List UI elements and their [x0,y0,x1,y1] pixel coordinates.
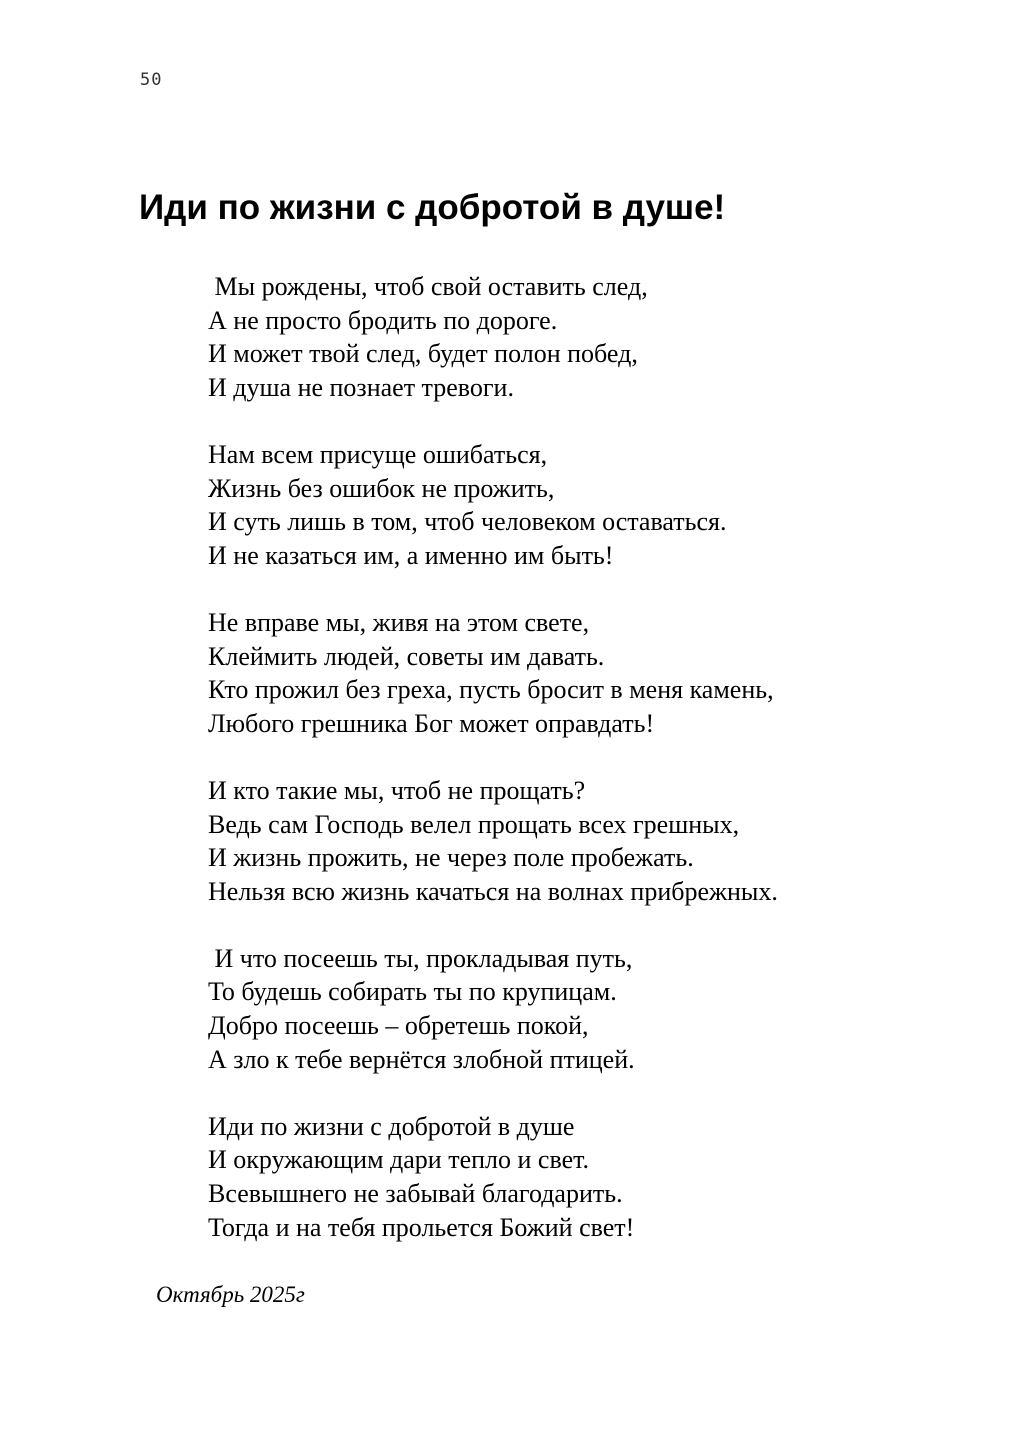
poem-line: Ведь сам Господь велел прощать всех грешных, [208,809,740,839]
stanza-3 [208,606,778,740]
stanza-1 [208,270,778,404]
poem-line: Тогда и на тебя прольется Божий свет! [208,1212,635,1242]
poem-line: Иди по жизни с добротой в душе [208,1111,575,1141]
stanza-4 [208,774,778,908]
poem-line: И не казаться им, а именно им быть! [208,540,614,570]
poem-line: Не вправе мы, живя на этом свете, [208,607,590,637]
poem-line: И окружающим дари тепло и свет. [208,1145,590,1175]
poem-line: То будешь собирать ты по крупицам. [208,977,617,1007]
poem-line: Всевышнего не забывай благодарить. [208,1179,623,1209]
poem-line: И что посеешь ты, прокладывая путь, [208,943,633,973]
poem-body [208,270,778,1278]
stanza-6 [208,1110,778,1244]
poem-line: А зло к тебе вернётся злобной птицей. [208,1044,635,1074]
poem-line: Клеймить людей, советы им давать. [208,641,605,671]
poem-line: Нельзя всю жизнь качаться на волнах прибрежных. [208,876,778,906]
signature-date: Октябрь 2025г [156,1282,305,1307]
stanza-2 [208,438,778,572]
poem-line: Любого грешника Бог может оправдать! [208,708,655,738]
poem-line: Нам всем присуще ошибаться, [208,439,548,469]
poem-line: Жизнь без ошибок не прожить, [208,473,555,503]
poem-line: И может твой след, будет полон побед, [208,339,638,369]
poem-line: И жизнь прожить, не через поле пробежать. [208,843,694,873]
stanza-5 [208,942,778,1076]
poem-line: И кто такие мы, чтоб не прощать? [208,775,586,805]
poem-line: И суть лишь в том, чтоб человеком оставаться. [208,507,727,537]
poem-line: Добро посеешь – обретешь покой, [208,1011,589,1041]
poem-line: Мы рождены, чтоб свой оставить след, [208,272,648,301]
poem-line: И душа не познает тревоги. [208,372,514,402]
poem-line: А не просто бродить по дороге. [208,305,558,335]
poem-title: Иди по жизни с добротой в душе! [139,188,726,227]
poem-line: Кто прожил без греха, пусть бросит в меня камень, [208,675,774,705]
page-number: 50 [140,70,163,90]
